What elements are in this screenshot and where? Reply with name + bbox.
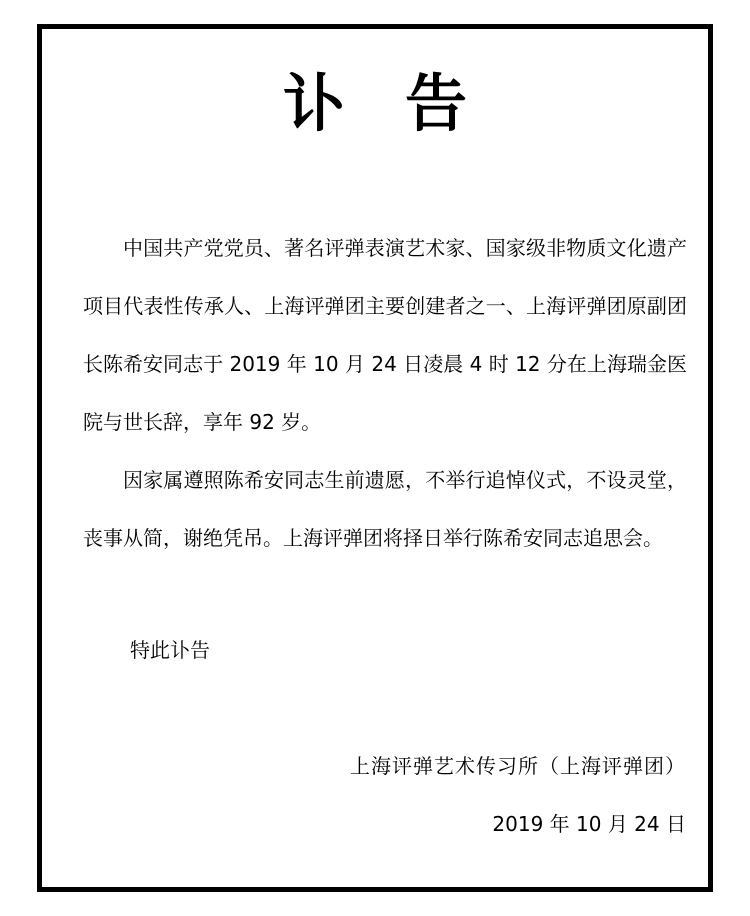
notice-paragraph-1: 中国共产党党员、著名评弹表演艺术家、国家级非物质文化遗产项目代表性传承人、上海评弹团主要创建者之一、上海评弹团原副团长陈希安同志于 2019 年 10 月 24 日凌晨 4 时 12 分在上海瑞金医院与世长辞，享年 92 岁。	[83, 236, 687, 434]
notice-closing: 特此讣告	[130, 638, 210, 662]
notice-body	[83, 219, 687, 567]
notice-signer: 上海评弹艺术传习所（上海评弹团）	[350, 754, 686, 778]
notice-paragraph-2: 因家属遵照陈希安同志生前遗愿，不举行追悼仪式，不设灵堂，丧事从简，谢绝凭吊。上海评弹团将择日举行陈希安同志追思会。	[83, 468, 687, 550]
notice-title: 讣告	[282, 67, 527, 140]
notice-date: 2019 年 10 月 24 日	[492, 812, 686, 836]
